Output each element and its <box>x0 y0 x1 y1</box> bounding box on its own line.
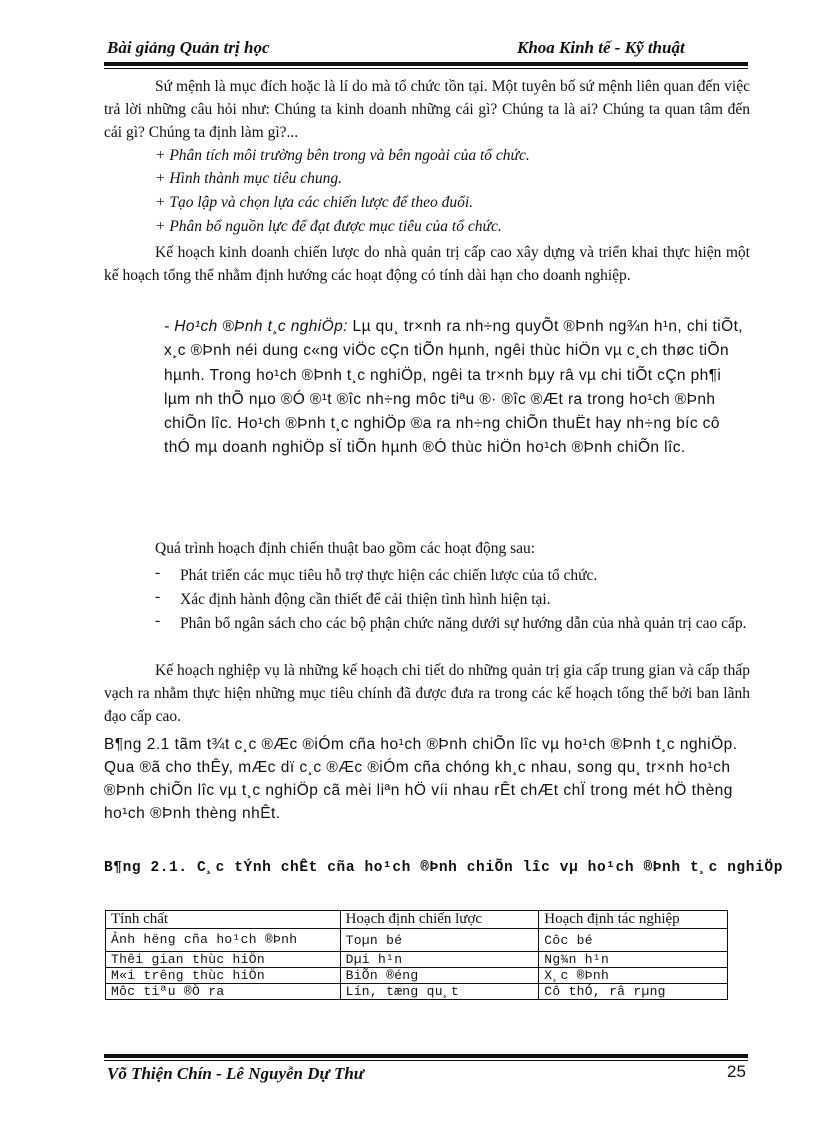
table-header-cell: Tính chất <box>106 911 341 929</box>
paragraph-mission-text: Sứ mệnh là mục đích hoặc là lí do mà tổ chức tồn tại. Một tuyên bố sứ mệnh liên quan đến việc trả lời những câu hỏi như: Chúng ta kinh doanh những cái gì? Chúng ta là ai? Chúng ta quan tâm đến cái gì? Chúng ta định làm gì?... <box>104 78 750 141</box>
table-cell: Ảnh hëng cña ho¹ch ®Þnh <box>106 929 341 952</box>
bullet-mark: - <box>155 588 161 605</box>
header-faculty: Khoa Kinh tế - Kỹ thuật <box>517 38 685 57</box>
table-row <box>106 984 728 1000</box>
footer-rule-thin <box>104 1060 748 1061</box>
table-header-cell: Hoạch định tác nghiệp <box>539 911 728 929</box>
operational-rest: Lµ qu¸ tr×nh ra nh÷ng quyÕt ®Þnh ng¾n h¹n, chi tiÕt, x¸c ®Þnh néi dung c«ng viÖc cÇn tiÕn hµnh, ngêi thùc hiÖn vµ c¸ch thøc tiÕn hµnh. Trong ho¹ch ®Þnh t¸c nghiÖp, ngêi ta tr×nh bµy râ vµ chi tiÕt cÇn ph¶i lµm nh thÕ nµo ®Ó ®¹t ®îc nh÷ng môc tiªu ®· ®îc ®Æt ra trong ho¹ch ®Þnh chiÕn lîc. Ho¹ch ®Þnh t¸c nghiÖp ®a ra nh÷ng chiÕn thuËt hay nh÷ng bíc cô thÓ mµ doanh nghiÖp sÏ tiÕn hµnh ®Ó thùc hiÖn ho¹ch ®Þnh chiÕn lîc. <box>164 318 743 457</box>
paragraph-operational-garbled <box>164 315 750 461</box>
table-cell: Môc tiªu ®Ò ra <box>106 984 341 1000</box>
bullet-item-2: Xác định hành động cần thiết để cải thiện tình hình hiện tại. <box>180 591 551 608</box>
table-cell: X¸c ®Þnh <box>539 968 728 984</box>
table-header-row <box>106 911 728 929</box>
table-cell: Ng¾n h¹n <box>539 952 728 968</box>
table-cell: BiÕn ®éng <box>340 968 539 984</box>
footer-rule <box>104 1054 748 1058</box>
header-rule <box>104 62 748 66</box>
table-cell: Lín, tæng qu¸t <box>340 984 539 1000</box>
header-course-title: Bài giảng Quản trị học <box>107 38 270 57</box>
paragraph-strategic-plan-text: Kế hoạch kinh doanh chiến lược do nhà quản trị cấp cao xây dựng và triển khai thực hiện một kế hoạch tổng thể nhằm định hướng các hoạt động có tính dài hạn cho doanh nghiệp. <box>104 244 750 284</box>
comparison-table <box>105 910 728 1000</box>
table-cell: Côc bé <box>539 929 728 952</box>
list-item-2: + Hình thành mục tiêu chung. <box>155 170 342 187</box>
list-item-1: + Phân tích môi trường bên trong và bên ngoài của tổ chức. <box>155 147 530 164</box>
table-cell: M«i trêng thùc hiÖn <box>106 968 341 984</box>
table-header-cell: Hoạch định chiến lược <box>340 911 539 929</box>
paragraph-operational-plan <box>104 659 750 728</box>
paragraph-mission <box>104 75 750 144</box>
operational-lead: - Ho¹ch ®Þnh t¸c nghiÖp: <box>164 318 348 335</box>
bullet-mark: - <box>155 564 161 581</box>
table-row <box>106 952 728 968</box>
footer-authors: Võ Thiện Chín - Lê Nguyễn Dự Thư <box>107 1064 364 1083</box>
table-row <box>106 929 728 952</box>
page-number: 25 <box>727 1062 746 1081</box>
table-cell: Dµi h¹n <box>340 952 539 968</box>
paragraph-summary-garbled <box>104 733 752 825</box>
bullet-item-1: Phát triển các mục tiêu hỗ trợ thực hiện các chiến lược của tổ chức. <box>180 567 598 584</box>
bullet-item-3: Phân bổ ngân sách cho các bộ phận chức năng dưới sự hướng dẫn của nhà quản trị cao cấp. <box>180 615 747 632</box>
list-item-3: + Tạo lập và chọn lựa các chiến lược để theo đuổi. <box>155 194 474 211</box>
header-rule-thin <box>104 68 748 69</box>
bullet-mark: - <box>155 612 161 629</box>
table-row <box>106 968 728 984</box>
table-cell: Cô thÓ, râ rµng <box>539 984 728 1000</box>
paragraph-strategic-plan <box>104 241 750 287</box>
paragraph-summary-text: B¶ng 2.1 tãm t¾t c¸c ®Æc ®iÓm cña ho¹ch ®Þnh chiÕn lîc vµ ho¹ch ®Þnh t¸c nghiÖp. Qua ®ã cho thÊy, mÆc dï c¸c ®Æc ®iÓm cña chóng kh¸c nhau, song qu¸ tr×nh ho¹ch ®Þnh chiÕn lîc vµ t¸c nghiÖp cã mèi liªn hÖ víi nhau rÊt chÆt chÏ trong mét hÖ thèng ho¹ch ®Þnh thèng nhÊt. <box>104 736 738 822</box>
table-caption: B¶ng 2.1. C¸c tÝnh chÊt cña ho¹ch ®Þnh chiÕn lîc vµ ho¹ch ®Þnh t¸c nghiÖp <box>104 860 784 876</box>
table-cell: Toµn bé <box>340 929 539 952</box>
paragraph-tactical-intro: Quá trình hoạch định chiến thuật bao gồm các hoạt động sau: <box>155 540 536 557</box>
list-item-4: + Phân bổ nguồn lực để đạt được mục tiêu của tổ chức. <box>155 218 502 235</box>
table-cell: Thêi gian thùc hiÖn <box>106 952 341 968</box>
paragraph-operational-plan-text: Kế hoạch nghiệp vụ là những kế hoạch chi tiết do những quản trị gia cấp trung gian và cấp thấp vạch ra nhằm thực hiện những mục tiêu chính đã được đưa ra trong các kế hoạch tổng thể bởi ban lãnh đạo cấp cao. <box>104 662 750 725</box>
